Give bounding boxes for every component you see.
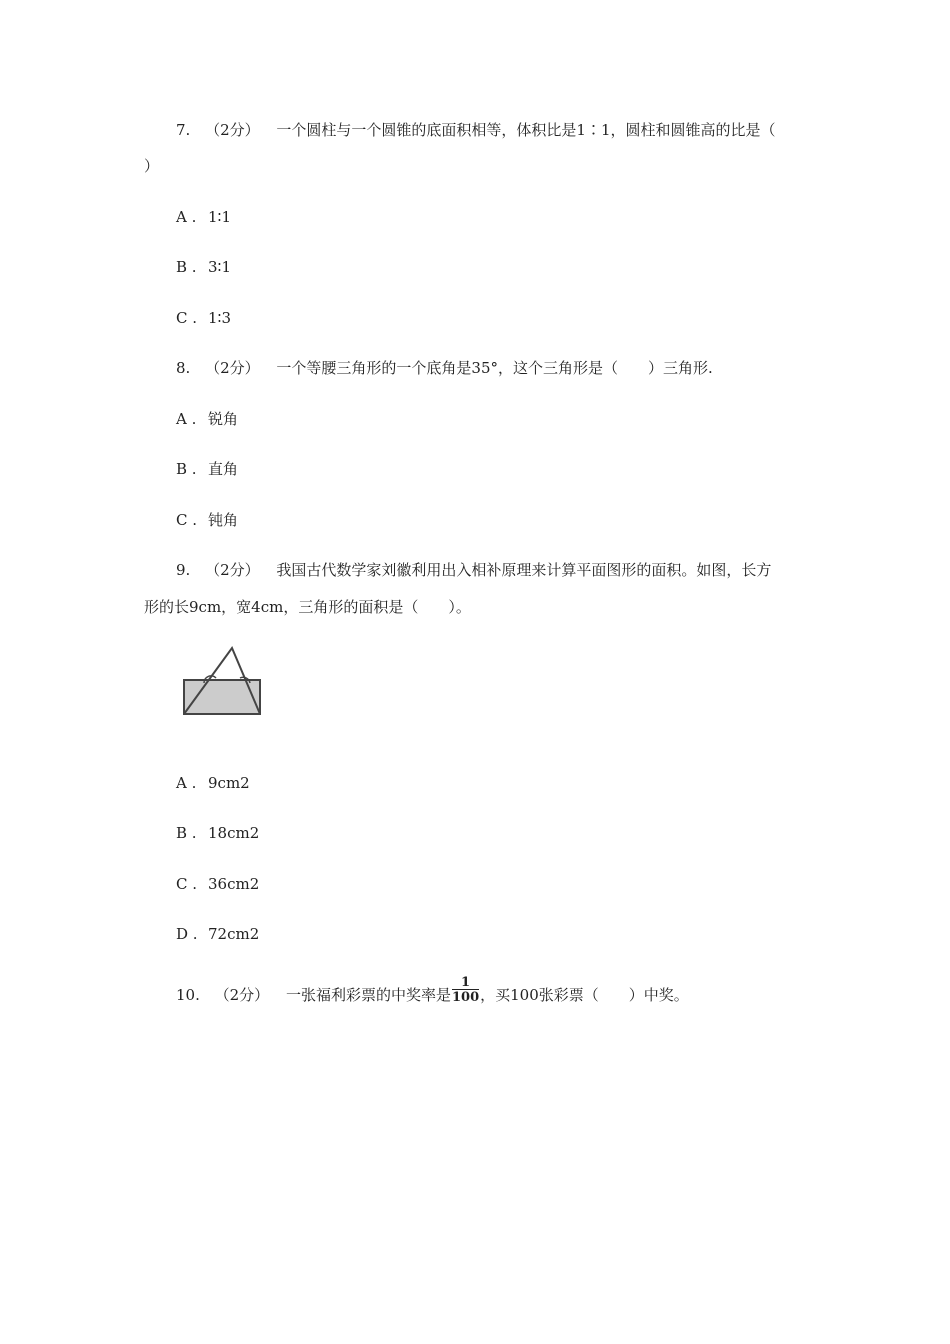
fraction-denominator: 100 — [451, 990, 480, 1005]
option-text: 72cm2 — [208, 925, 260, 943]
question-9-option-a[interactable] — [176, 773, 250, 793]
question-9-number: 9. — [176, 561, 191, 579]
option-letter: D . — [176, 925, 198, 943]
question-7-option-a[interactable] — [176, 207, 231, 227]
option-text: 1∶3 — [208, 309, 231, 327]
question-7-line-2 — [144, 156, 159, 176]
question-10-number: 10. — [176, 986, 200, 1004]
question-10-score: （2分） — [214, 986, 270, 1004]
option-letter: B . — [176, 824, 197, 842]
question-9-text-cont: 形的长9cm，宽4cm，三角形的面积是（ ）。 — [144, 598, 471, 616]
question-7-text: 一个圆柱与一个圆锥的底面积相等，体积比是1∶1，圆柱和圆锥高的比是（ — [276, 121, 776, 139]
question-10-text-after: ，买100张彩票（ ）中奖。 — [480, 986, 689, 1004]
option-text: 1∶1 — [208, 208, 231, 226]
rectangle-triangle-figure — [180, 645, 264, 719]
option-letter: A . — [176, 208, 197, 226]
question-9-option-b[interactable] — [176, 823, 259, 843]
question-7-option-c[interactable] — [176, 308, 231, 328]
question-9-text: 我国古代数学家刘徽利用出入相补原理来计算平面图形的面积。如图，长方 — [276, 561, 772, 579]
question-7-text-cont: ） — [144, 157, 160, 175]
option-letter: B . — [176, 460, 197, 478]
question-8-score: （2分） — [205, 359, 260, 377]
question-7-line-1 — [176, 120, 776, 140]
option-text: 18cm2 — [208, 824, 260, 842]
option-letter: A . — [176, 774, 197, 792]
fraction-one-hundredth — [452, 976, 479, 1004]
question-8-option-b[interactable] — [176, 459, 238, 479]
option-text: 36cm2 — [208, 875, 260, 893]
question-10-line-1 — [176, 975, 689, 1006]
option-letter: C . — [176, 511, 198, 529]
option-text: 锐角 — [208, 410, 239, 428]
question-8-number: 8. — [176, 359, 191, 377]
option-letter: A . — [176, 410, 197, 428]
fraction-numerator: 1 — [461, 975, 471, 990]
question-9-option-c[interactable] — [176, 874, 259, 894]
question-10-text — [285, 975, 689, 1006]
option-text: 9cm2 — [208, 774, 250, 792]
question-9-score: （2分） — [205, 561, 260, 579]
option-letter: C . — [176, 875, 198, 893]
question-9-option-d[interactable] — [176, 924, 259, 944]
option-letter: B . — [176, 258, 197, 276]
question-10-text-before: 一张福利彩票的中奖率是 — [285, 986, 451, 1004]
question-9-line-1 — [176, 560, 771, 580]
question-8-text: 一个等腰三角形的一个底角是35°，这个三角形是（ ）三角形. — [276, 359, 713, 377]
option-text: 钝角 — [208, 511, 239, 529]
question-8-line-1 — [176, 358, 713, 378]
option-text: 3∶1 — [208, 258, 231, 276]
question-7-number: 7. — [176, 121, 191, 139]
question-7-option-b[interactable] — [176, 257, 231, 277]
question-9-line-2 — [144, 597, 471, 617]
question-7-score: （2分） — [205, 121, 260, 139]
option-text: 直角 — [208, 460, 239, 478]
question-8-option-a[interactable] — [176, 409, 238, 429]
question-8-option-c[interactable] — [176, 510, 238, 530]
option-letter: C . — [176, 309, 198, 327]
